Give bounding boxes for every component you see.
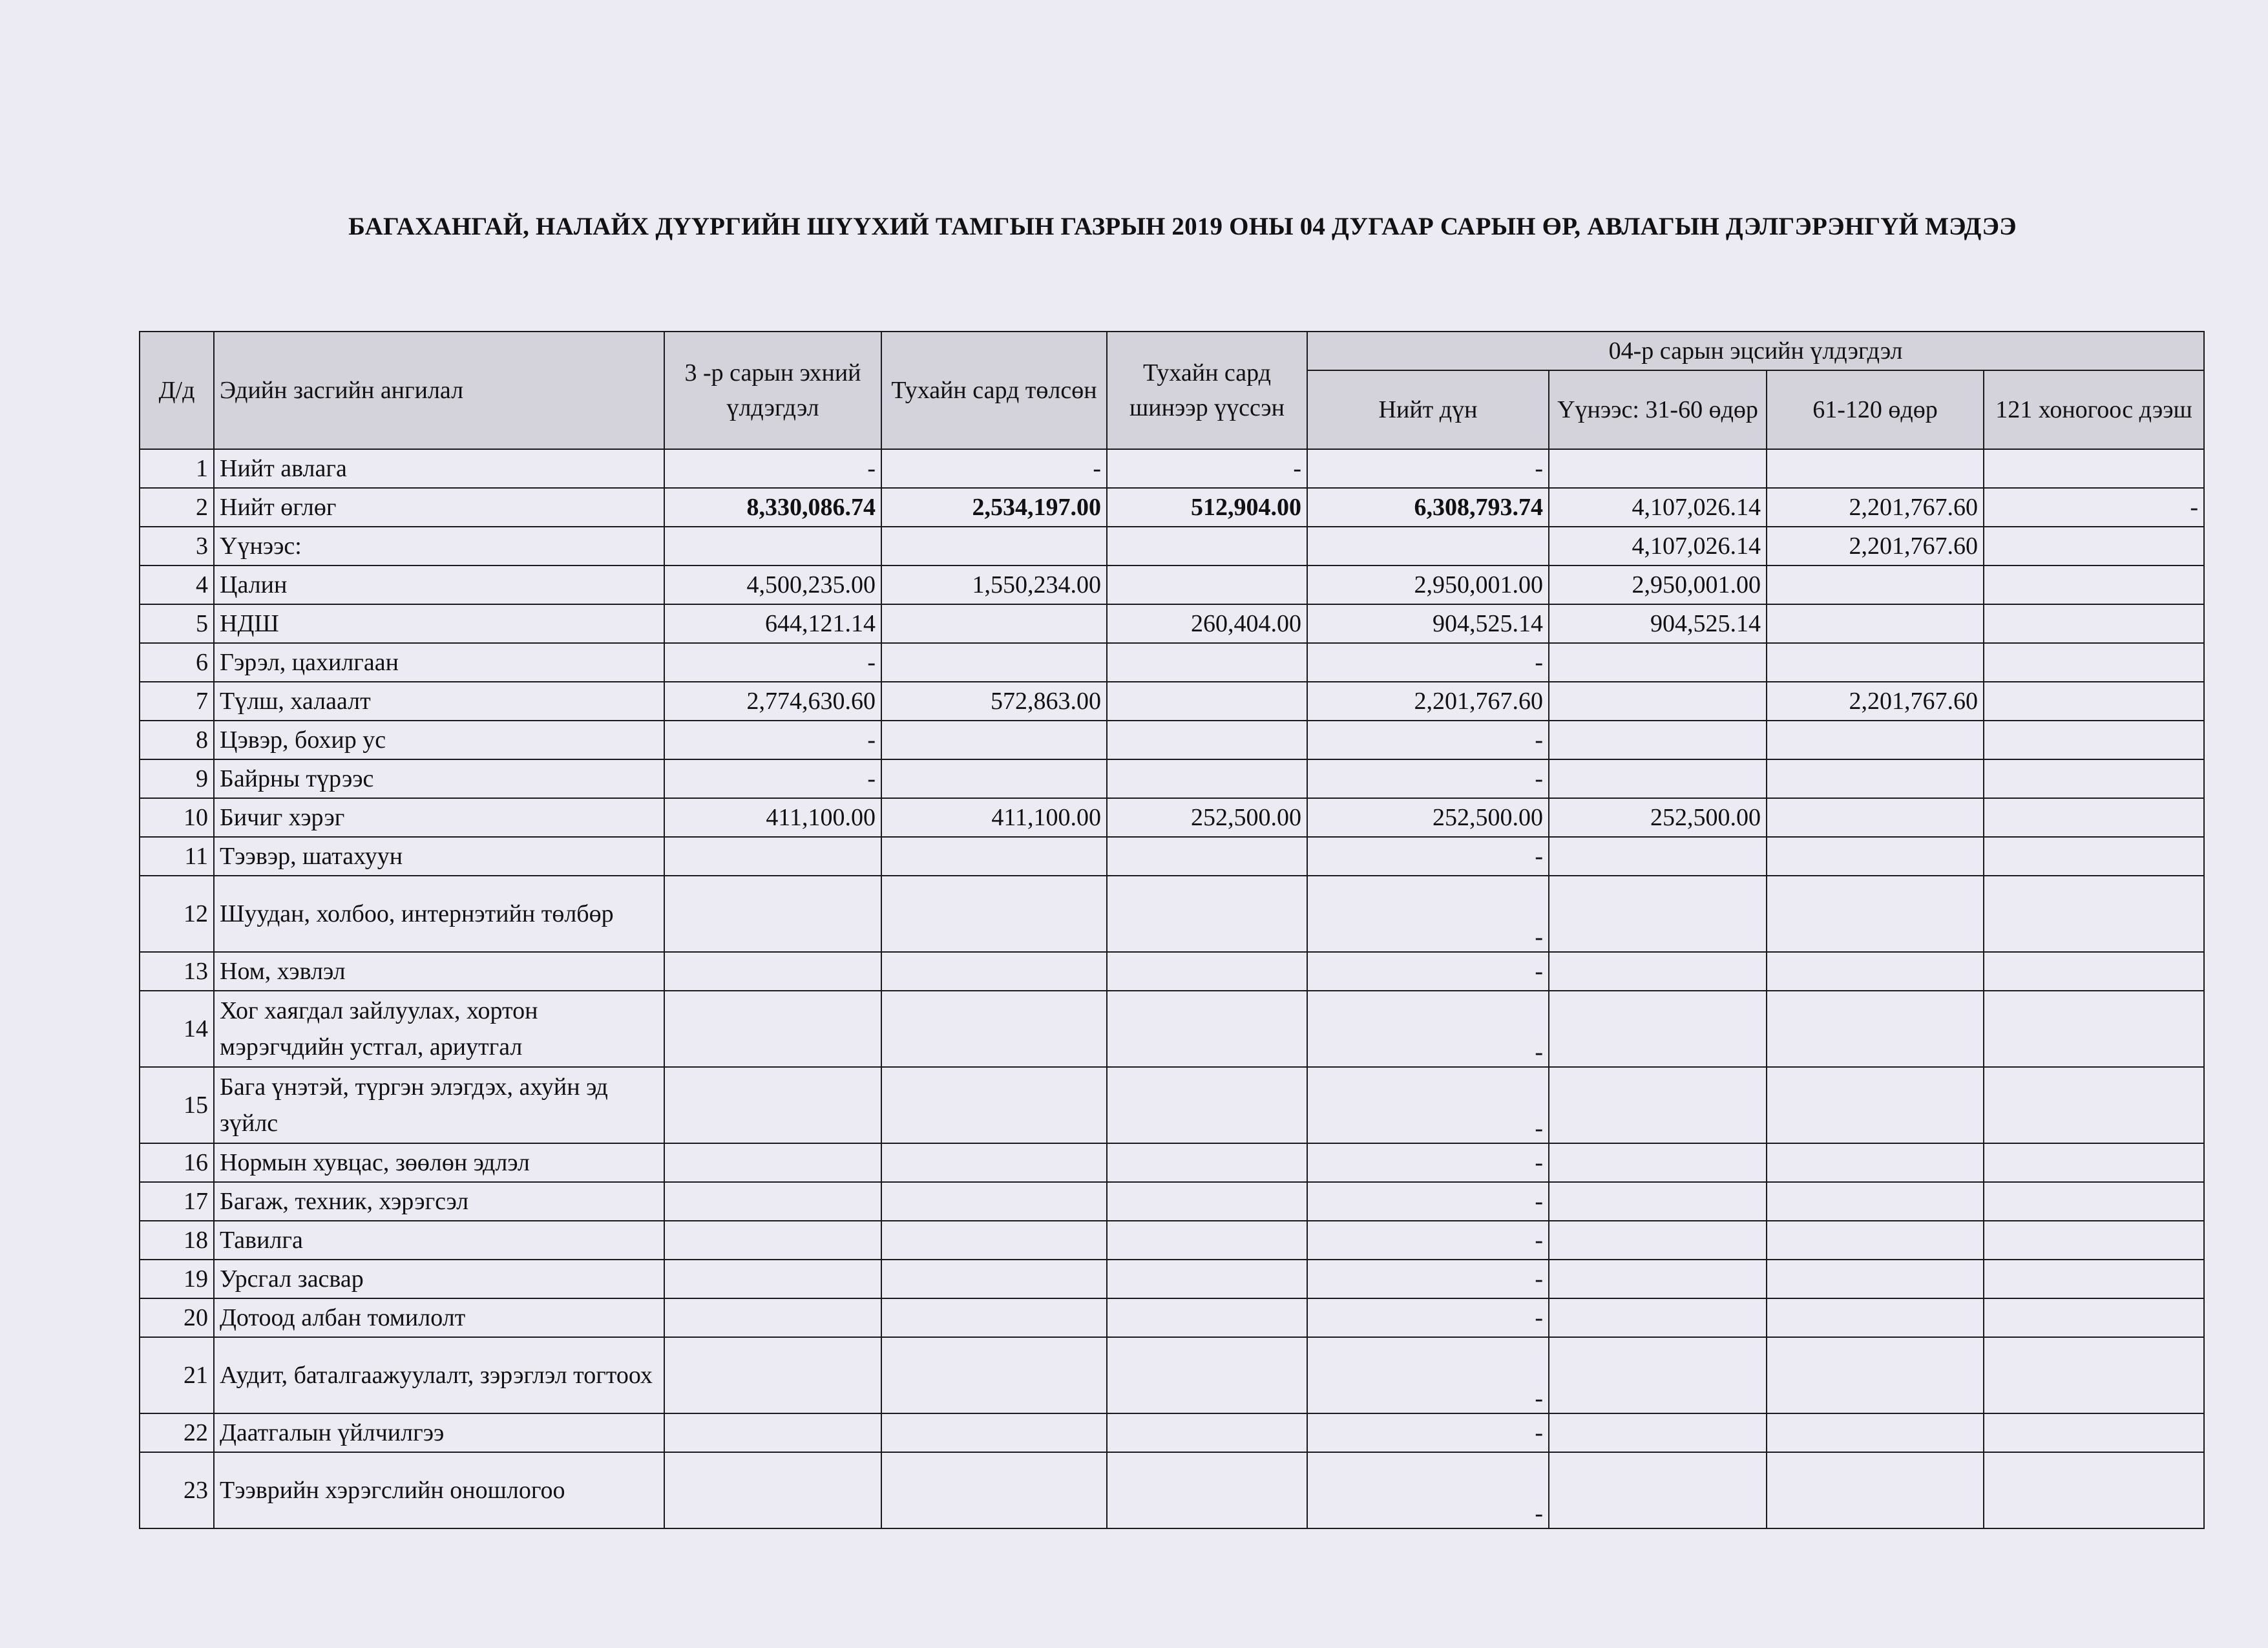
cell-new	[1107, 1413, 1307, 1452]
table-row	[140, 759, 2204, 798]
row-category: Аудит, баталгаажуулалт, зэрэглэл тогтоох	[214, 1337, 664, 1413]
row-category: Цэвэр, бохир ус	[214, 721, 664, 759]
row-category: Урсгал засвар	[214, 1260, 664, 1298]
table-row	[140, 565, 2204, 604]
header-31-60-days: Үүнээс: 31-60 өдөр	[1549, 370, 1767, 449]
header-new: Тухайн сард шинээр үүссэн	[1107, 332, 1307, 449]
cell-31-60: 904,525.14	[1549, 604, 1767, 643]
cell-opening	[664, 952, 881, 991]
cell-61-120	[1767, 1260, 1984, 1298]
cell-new	[1107, 682, 1307, 721]
cell-121-plus	[1984, 1413, 2204, 1452]
cell-121-plus	[1984, 1182, 2204, 1221]
cell-31-60	[1549, 1298, 1767, 1337]
cell-opening: 4,500,235.00	[664, 565, 881, 604]
cell-total: -	[1307, 759, 1549, 798]
cell-opening	[664, 1067, 881, 1143]
cell-total: -	[1307, 1452, 1549, 1528]
header-opening-balance: 3 -р сарын эхний үлдэгдэл	[664, 332, 881, 449]
cell-total: -	[1307, 1260, 1549, 1298]
cell-new	[1107, 721, 1307, 759]
row-category: Нийт авлага	[214, 449, 664, 488]
table-row	[140, 1298, 2204, 1337]
cell-121-plus	[1984, 759, 2204, 798]
cell-opening	[664, 1298, 881, 1337]
cell-31-60: 4,107,026.14	[1549, 527, 1767, 565]
row-number: 23	[140, 1452, 214, 1528]
cell-new	[1107, 876, 1307, 952]
table-row	[140, 449, 2204, 488]
cell-61-120	[1767, 1413, 1984, 1452]
cell-121-plus	[1984, 1298, 2204, 1337]
cell-61-120	[1767, 837, 1984, 876]
table-row	[140, 1143, 2204, 1182]
cell-paid	[881, 1182, 1107, 1221]
cell-121-plus	[1984, 876, 2204, 952]
cell-121-plus	[1984, 721, 2204, 759]
cell-opening: 411,100.00	[664, 798, 881, 837]
row-number: 20	[140, 1298, 214, 1337]
cell-opening	[664, 1221, 881, 1260]
table-row	[140, 1067, 2204, 1143]
cell-total: -	[1307, 643, 1549, 682]
cell-31-60	[1549, 1452, 1767, 1528]
cell-new	[1107, 565, 1307, 604]
cell-61-120	[1767, 1298, 1984, 1337]
cell-31-60	[1549, 1182, 1767, 1221]
header-no: Д/д	[140, 332, 214, 449]
row-category: Тээвэр, шатахуун	[214, 837, 664, 876]
cell-31-60: 252,500.00	[1549, 798, 1767, 837]
cell-total: -	[1307, 449, 1549, 488]
table-row	[140, 1260, 2204, 1298]
row-category: Тээврийн хэрэгслийн оношлогоо	[214, 1452, 664, 1528]
cell-31-60: 4,107,026.14	[1549, 488, 1767, 527]
cell-opening: -	[664, 643, 881, 682]
cell-total: 2,950,001.00	[1307, 565, 1549, 604]
cell-paid	[881, 1143, 1107, 1182]
cell-paid	[881, 876, 1107, 952]
cell-61-120: 2,201,767.60	[1767, 682, 1984, 721]
cell-31-60	[1549, 1260, 1767, 1298]
cell-opening: 2,774,630.60	[664, 682, 881, 721]
row-category: Ном, хэвлэл	[214, 952, 664, 991]
cell-61-120	[1767, 798, 1984, 837]
cell-new	[1107, 1452, 1307, 1528]
cell-31-60	[1549, 952, 1767, 991]
table-row	[140, 1452, 2204, 1528]
cell-121-plus	[1984, 991, 2204, 1067]
cell-31-60	[1549, 1067, 1767, 1143]
cell-new	[1107, 1221, 1307, 1260]
cell-paid	[881, 643, 1107, 682]
cell-opening: -	[664, 721, 881, 759]
cell-total: -	[1307, 1337, 1549, 1413]
cell-new: -	[1107, 449, 1307, 488]
cell-31-60	[1549, 759, 1767, 798]
cell-new	[1107, 1182, 1307, 1221]
cell-121-plus	[1984, 1143, 2204, 1182]
table-row	[140, 991, 2204, 1067]
cell-opening	[664, 1337, 881, 1413]
row-category: Хог хаягдал зайлуулах, хортон мэрэгчдийн устгал, ариутгал	[214, 991, 664, 1067]
cell-total: 6,308,793.74	[1307, 488, 1549, 527]
cell-31-60	[1549, 876, 1767, 952]
cell-total: 904,525.14	[1307, 604, 1549, 643]
table-row	[140, 1182, 2204, 1221]
cell-121-plus	[1984, 1260, 2204, 1298]
cell-121-plus	[1984, 449, 2204, 488]
cell-61-120	[1767, 643, 1984, 682]
cell-61-120: 2,201,767.60	[1767, 488, 1984, 527]
cell-new	[1107, 1298, 1307, 1337]
cell-total: 252,500.00	[1307, 798, 1549, 837]
cell-opening	[664, 837, 881, 876]
cell-paid	[881, 759, 1107, 798]
cell-opening	[664, 1413, 881, 1452]
cell-new	[1107, 1067, 1307, 1143]
row-category: Бага үнэтэй, түргэн элэгдэх, ахуйн эд зүйлс	[214, 1067, 664, 1143]
row-number: 1	[140, 449, 214, 488]
row-number: 18	[140, 1221, 214, 1260]
cell-total: -	[1307, 991, 1549, 1067]
cell-61-120	[1767, 991, 1984, 1067]
cell-paid	[881, 1298, 1107, 1337]
cell-31-60	[1549, 643, 1767, 682]
row-category: Түлш, халаалт	[214, 682, 664, 721]
row-number: 4	[140, 565, 214, 604]
cell-121-plus	[1984, 604, 2204, 643]
row-number: 13	[140, 952, 214, 991]
row-category: Дотоод албан томилолт	[214, 1298, 664, 1337]
table-row	[140, 837, 2204, 876]
row-category: Даатгалын үйлчилгээ	[214, 1413, 664, 1452]
row-category: Гэрэл, цахилгаан	[214, 643, 664, 682]
cell-total: -	[1307, 1143, 1549, 1182]
cell-61-120	[1767, 1143, 1984, 1182]
cell-opening	[664, 876, 881, 952]
cell-121-plus	[1984, 682, 2204, 721]
cell-61-120	[1767, 1221, 1984, 1260]
cell-paid	[881, 1337, 1107, 1413]
row-number: 2	[140, 488, 214, 527]
row-number: 15	[140, 1067, 214, 1143]
cell-31-60	[1549, 1337, 1767, 1413]
cell-61-120	[1767, 1067, 1984, 1143]
cell-new	[1107, 1337, 1307, 1413]
cell-total	[1307, 527, 1549, 565]
table-row	[140, 1337, 2204, 1413]
cell-paid	[881, 952, 1107, 991]
header-paid: Тухайн сард төлсөн	[881, 332, 1107, 449]
row-category: НДШ	[214, 604, 664, 643]
row-category: Тавилга	[214, 1221, 664, 1260]
table-row	[140, 952, 2204, 991]
document-title: БАГАХАНГАЙ, НАЛАЙХ ДҮҮРГИЙН ШҮҮХИЙ ТАМГЫН ГАЗРЫН 2019 ОНЫ 04 ДУГААР САРЫН ӨР, АВЛАГЫН ДЭЛГЭРЭНГҮЙ МЭДЭЭ	[348, 213, 2017, 240]
cell-total: -	[1307, 1221, 1549, 1260]
cell-paid: 572,863.00	[881, 682, 1107, 721]
cell-61-120	[1767, 604, 1984, 643]
cell-opening: -	[664, 759, 881, 798]
cell-121-plus	[1984, 837, 2204, 876]
cell-new	[1107, 1143, 1307, 1182]
row-number: 14	[140, 991, 214, 1067]
cell-paid	[881, 1067, 1107, 1143]
row-number: 11	[140, 837, 214, 876]
cell-opening	[664, 1143, 881, 1182]
cell-new: 512,904.00	[1107, 488, 1307, 527]
header-121-plus-days: 121 хоногоос дээш	[1984, 370, 2204, 449]
cell-paid	[881, 1452, 1107, 1528]
cell-61-120	[1767, 1182, 1984, 1221]
row-number: 8	[140, 721, 214, 759]
cell-total: -	[1307, 721, 1549, 759]
row-category: Нийт өглөг	[214, 488, 664, 527]
cell-new	[1107, 759, 1307, 798]
cell-paid: 411,100.00	[881, 798, 1107, 837]
cell-121-plus	[1984, 1221, 2204, 1260]
cell-paid	[881, 1260, 1107, 1298]
header-category: Эдийн засгийн ангилал	[214, 332, 664, 449]
cell-new	[1107, 527, 1307, 565]
row-category: Нормын хувцас, зөөлөн эдлэл	[214, 1143, 664, 1182]
cell-total: -	[1307, 1298, 1549, 1337]
row-number: 6	[140, 643, 214, 682]
table-row	[140, 721, 2204, 759]
table-row	[140, 527, 2204, 565]
cell-31-60	[1549, 837, 1767, 876]
table-row	[140, 1413, 2204, 1452]
cell-total: -	[1307, 1413, 1549, 1452]
cell-61-120	[1767, 565, 1984, 604]
row-category: Шуудан, холбоо, интернэтийн төлбөр	[214, 876, 664, 952]
cell-paid	[881, 991, 1107, 1067]
row-category: Үүнээс:	[214, 527, 664, 565]
cell-61-120	[1767, 876, 1984, 952]
table-row	[140, 682, 2204, 721]
row-number: 16	[140, 1143, 214, 1182]
cell-new: 252,500.00	[1107, 798, 1307, 837]
cell-opening	[664, 1182, 881, 1221]
table-row	[140, 643, 2204, 682]
cell-121-plus	[1984, 798, 2204, 837]
cell-paid	[881, 837, 1107, 876]
cell-paid	[881, 527, 1107, 565]
cell-total: -	[1307, 1182, 1549, 1221]
table-row	[140, 798, 2204, 837]
cell-31-60	[1549, 449, 1767, 488]
cell-121-plus	[1984, 527, 2204, 565]
cell-61-120	[1767, 1337, 1984, 1413]
cell-61-120: 2,201,767.60	[1767, 527, 1984, 565]
cell-61-120	[1767, 759, 1984, 798]
row-category: Багаж, техник, хэрэгсэл	[214, 1182, 664, 1221]
row-number: 5	[140, 604, 214, 643]
row-number: 3	[140, 527, 214, 565]
cell-new	[1107, 952, 1307, 991]
row-category: Цалин	[214, 565, 664, 604]
cell-new	[1107, 643, 1307, 682]
cell-total: -	[1307, 837, 1549, 876]
cell-61-120	[1767, 952, 1984, 991]
row-category: Байрны түрээс	[214, 759, 664, 798]
row-number: 12	[140, 876, 214, 952]
cell-paid: -	[881, 449, 1107, 488]
row-number: 17	[140, 1182, 214, 1221]
cell-opening: 8,330,086.74	[664, 488, 881, 527]
cell-total: -	[1307, 1067, 1549, 1143]
cell-paid: 1,550,234.00	[881, 565, 1107, 604]
cell-121-plus	[1984, 952, 2204, 991]
cell-new	[1107, 1260, 1307, 1298]
row-number: 7	[140, 682, 214, 721]
row-number: 21	[140, 1337, 214, 1413]
cell-opening	[664, 1452, 881, 1528]
cell-opening	[664, 527, 881, 565]
table-row	[140, 604, 2204, 643]
header-closing-group: 04-р сарын эцсийн үлдэгдэл	[1307, 332, 2204, 370]
table-row	[140, 1221, 2204, 1260]
cell-31-60	[1549, 682, 1767, 721]
cell-121-plus	[1984, 1337, 2204, 1413]
cell-paid	[881, 1221, 1107, 1260]
cell-opening: -	[664, 449, 881, 488]
cell-121-plus	[1984, 643, 2204, 682]
row-number: 22	[140, 1413, 214, 1452]
cell-paid	[881, 1413, 1107, 1452]
header-total: Нийт дүн	[1307, 370, 1549, 449]
cell-total: 2,201,767.60	[1307, 682, 1549, 721]
row-number: 9	[140, 759, 214, 798]
row-number: 10	[140, 798, 214, 837]
table-row	[140, 876, 2204, 952]
cell-opening	[664, 1260, 881, 1298]
row-number: 19	[140, 1260, 214, 1298]
cell-paid	[881, 604, 1107, 643]
cell-total: -	[1307, 952, 1549, 991]
cell-61-120	[1767, 721, 1984, 759]
cell-paid	[881, 721, 1107, 759]
row-category: Бичиг хэрэг	[214, 798, 664, 837]
cell-31-60	[1549, 991, 1767, 1067]
cell-61-120	[1767, 1452, 1984, 1528]
cell-total: -	[1307, 876, 1549, 952]
cell-121-plus: -	[1984, 488, 2204, 527]
cell-31-60	[1549, 1221, 1767, 1260]
cell-31-60	[1549, 1413, 1767, 1452]
cell-opening	[664, 991, 881, 1067]
cell-paid: 2,534,197.00	[881, 488, 1107, 527]
table-body	[140, 449, 2204, 1528]
cell-121-plus	[1984, 1067, 2204, 1143]
debt-receivable-table	[139, 331, 2205, 1529]
cell-121-plus	[1984, 565, 2204, 604]
cell-61-120	[1767, 449, 1984, 488]
cell-opening: 644,121.14	[664, 604, 881, 643]
cell-31-60: 2,950,001.00	[1549, 565, 1767, 604]
table-row	[140, 488, 2204, 527]
cell-new	[1107, 837, 1307, 876]
cell-31-60	[1549, 721, 1767, 759]
cell-121-plus	[1984, 1452, 2204, 1528]
header-61-120-days: 61-120 өдөр	[1767, 370, 1984, 449]
cell-new	[1107, 991, 1307, 1067]
cell-new: 260,404.00	[1107, 604, 1307, 643]
cell-31-60	[1549, 1143, 1767, 1182]
